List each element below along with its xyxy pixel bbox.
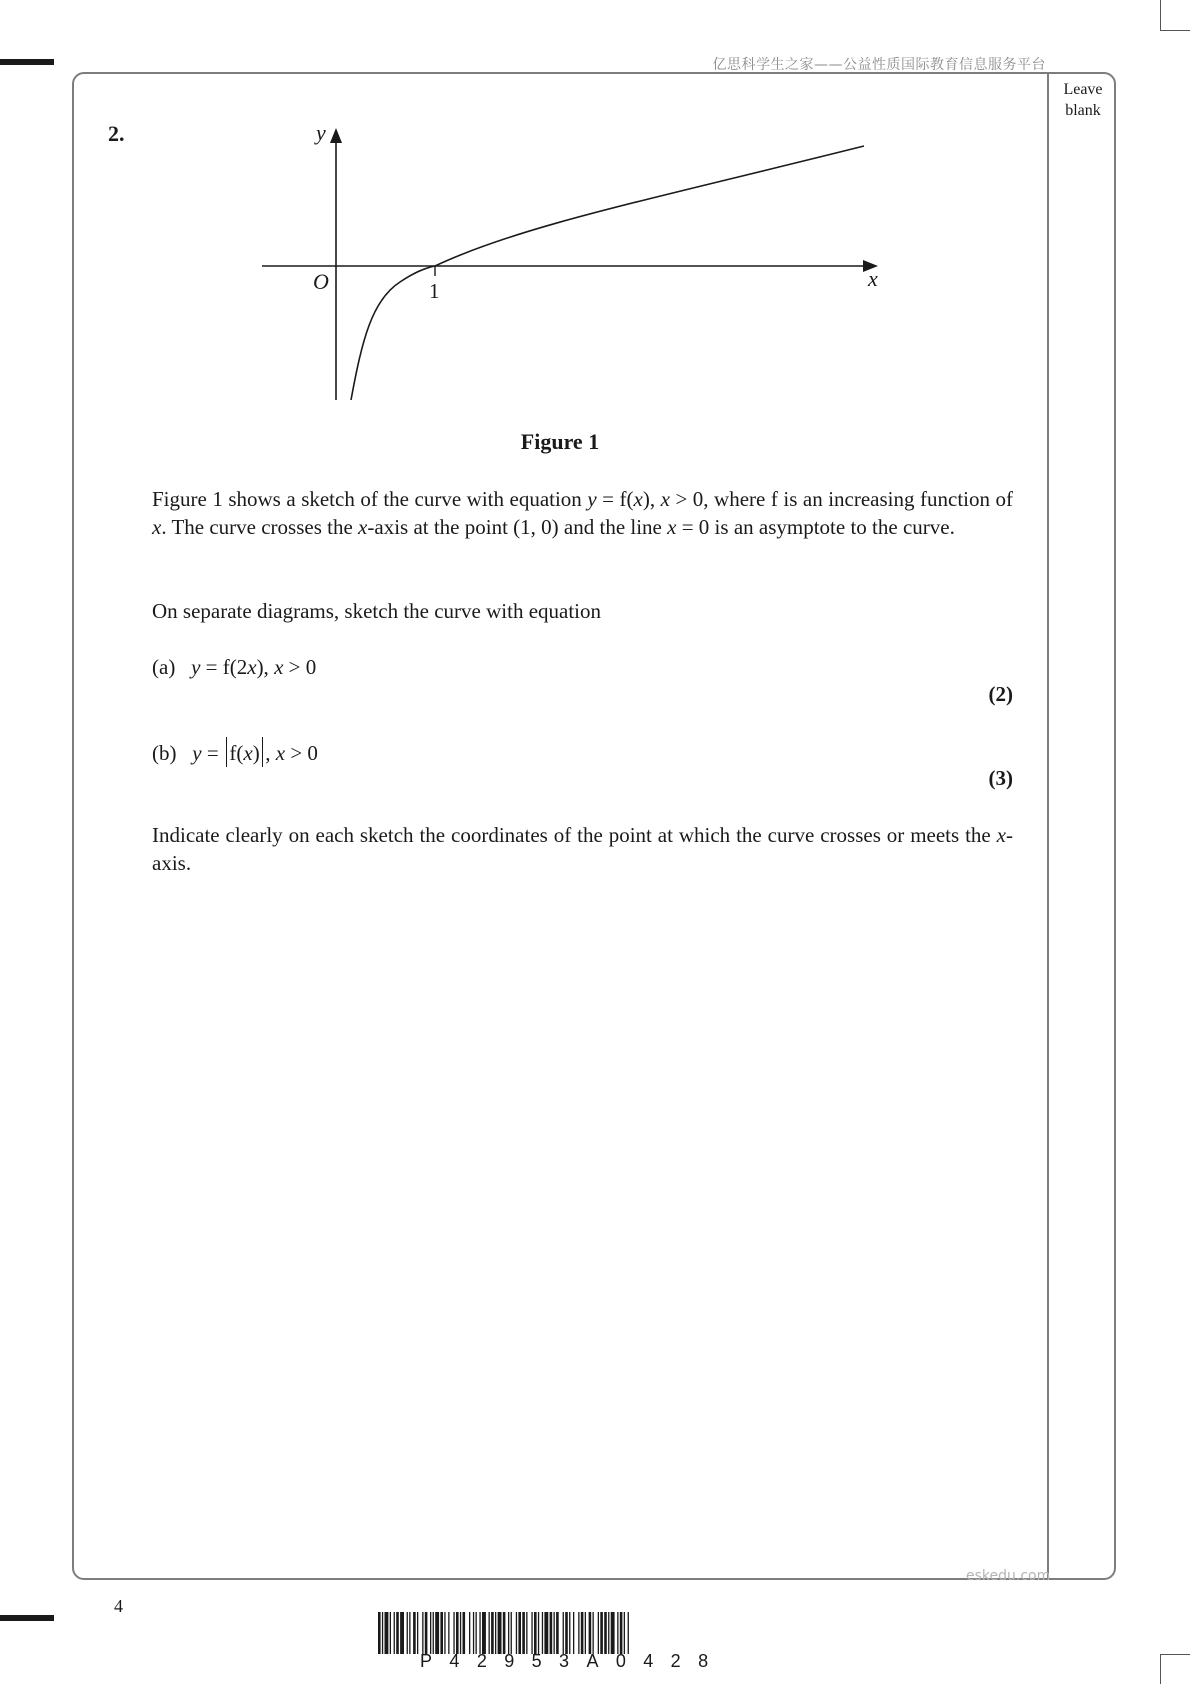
barcode-bar [563,1612,564,1654]
barcode-bar [598,1612,599,1654]
barcode-bar [435,1612,439,1654]
part-b-var-y: y [192,741,202,765]
barcode-bar [453,1612,454,1654]
barcode-bar [578,1612,579,1654]
part-a-marks: (2) [988,682,1013,706]
barcode-bar [396,1612,399,1654]
origin-label: O [313,269,329,294]
barcode-bar [489,1612,490,1654]
barcode-bar [569,1612,570,1654]
barcode-bar [417,1612,418,1654]
barcode-bar [508,1612,509,1654]
barcode-bar [518,1612,521,1654]
barcode-bar [550,1612,553,1654]
part-b-label: (b) [152,741,177,765]
intro-text: = f( [596,487,634,511]
barcode-bar [624,1612,625,1654]
barcode-bar [503,1612,506,1654]
barcode-bar [511,1612,512,1654]
y-axis-label: y [316,120,326,145]
barcode-bar [542,1612,543,1654]
part-b-var-x: x [275,741,286,765]
leave-blank-line-1: Leave [1063,81,1103,98]
crop-mark-bottom-right [1160,1654,1161,1684]
barcode-bar [554,1612,555,1654]
barcode-bar [534,1612,537,1654]
barcode-bar [593,1612,594,1654]
figure-caption: Figure 1 [520,429,600,454]
closing-var-x: x [996,823,1006,847]
page-number: 4 [114,1596,123,1616]
barcode-bar [617,1612,618,1654]
barcode-bar [565,1612,568,1654]
barcode-bar [611,1612,615,1654]
part-b [152,737,318,767]
barcode-bar [413,1612,416,1654]
barcode-bar [526,1612,527,1654]
barcode-bar [482,1612,486,1654]
question-number: 2. [108,121,125,146]
y-axis-arrowhead [330,128,342,143]
leave-blank-line-2: blank [1065,102,1101,119]
part-a-var-x: x [274,655,284,679]
barcode-bar [469,1612,470,1654]
barcode-bar [422,1612,423,1654]
question-intro [152,485,1013,541]
barcode-bar [589,1612,592,1654]
intro-var-y: y [587,487,597,511]
barcode-bar [544,1612,548,1654]
barcode-bar [581,1612,584,1654]
barcode-bar [440,1612,443,1654]
part-a [152,653,316,681]
part-a-var-x: x [247,655,257,679]
closing-text: -axis. [152,823,1013,875]
barcode-bar [628,1612,629,1654]
registration-mark-bottom [0,1615,54,1621]
barcode-bar [407,1612,408,1654]
part-a-eq: > 0 [283,655,317,679]
barcode-bar [522,1612,525,1654]
barcode-bar [531,1612,532,1654]
curve-y-equals-f-of-x [351,146,864,400]
barcode-bar [585,1612,586,1654]
barcode-bar [456,1612,459,1654]
barcode-bar [620,1612,623,1654]
barcode-bar [498,1612,502,1654]
barcode-bar [394,1612,395,1654]
barcode-bar [390,1612,391,1654]
question-instruction: On separate diagrams, sketch the curve with equation [152,599,602,623]
barcode-bar [409,1612,410,1654]
intro-var-x: x [152,515,162,539]
part-b-fx: ) [252,741,260,765]
barcode-bar [444,1612,445,1654]
closing-text: Indicate clearly on each sketch the coordinates of the point at which the curve crosses or meets the [152,823,997,847]
intro-text: ), [642,487,661,511]
barcode-text: P42953A0428 [420,1651,726,1671]
barcode [378,1612,808,1654]
barcode-bar [385,1612,389,1654]
barcode-bar [463,1612,466,1654]
intro-text: = 0 is an asymptote to the curve. [676,515,955,539]
barcode-bar [425,1612,428,1654]
crop-mark-bottom-right-h [1160,1654,1190,1655]
barcode-bar [378,1612,381,1654]
barcode-bar [448,1612,449,1654]
barcode-bar [495,1612,496,1654]
barcode-bar [604,1612,607,1654]
barcode-bar [430,1612,431,1654]
question-closing [152,821,1013,877]
barcode-bar [600,1612,603,1654]
part-a-label: (a) [152,655,176,679]
barcode-bar [608,1612,609,1654]
footer-watermark: eskedu.com [966,1568,1051,1584]
barcode-bar [433,1612,434,1654]
barcode-bar [400,1612,404,1654]
part-b-var-x: x [243,741,253,765]
barcode-bar [476,1612,477,1654]
figure-1-graph [0,0,1190,420]
part-b-eq: > 0 [285,741,318,765]
barcode-bar [460,1612,461,1654]
part-b-fx: f( [229,741,244,765]
intro-var-x: x [667,515,677,539]
barcode-bar [538,1612,539,1654]
intro-text: > 0, where f is an increasing function of [669,487,1013,511]
abs-bar-left [226,737,228,767]
barcode-bar [491,1612,494,1654]
intro-var-x: x [660,487,670,511]
abs-bar-right [262,737,264,767]
part-a-eq: = f(2 [200,655,248,679]
part-b-marks: (3) [988,766,1013,790]
barcode-bar [556,1612,559,1654]
header-watermark: 亿思科学生之家——公益性质国际教育信息服务平台 [712,57,1046,73]
part-a-var-y: y [191,655,201,679]
x-tick-label-1: 1 [429,279,440,303]
intro-var-x: x [358,515,368,539]
intro-text: Figure 1 shows a sketch of the curve with equation [152,487,588,511]
part-b-eq: = [201,741,224,765]
barcode-bar [382,1612,383,1654]
intro-text: -axis at the point (1, 0) and the line [367,515,668,539]
barcode-bar [479,1612,480,1654]
barcode-bar [473,1612,474,1654]
barcode-bar [573,1612,574,1654]
intro-var-x: x [633,487,643,511]
barcode-bar [516,1612,517,1654]
part-a-eq: ), [256,655,275,679]
x-axis-label: x [868,266,878,291]
part-b-eq: , [265,741,276,765]
intro-text: . The curve crosses the [161,515,359,539]
